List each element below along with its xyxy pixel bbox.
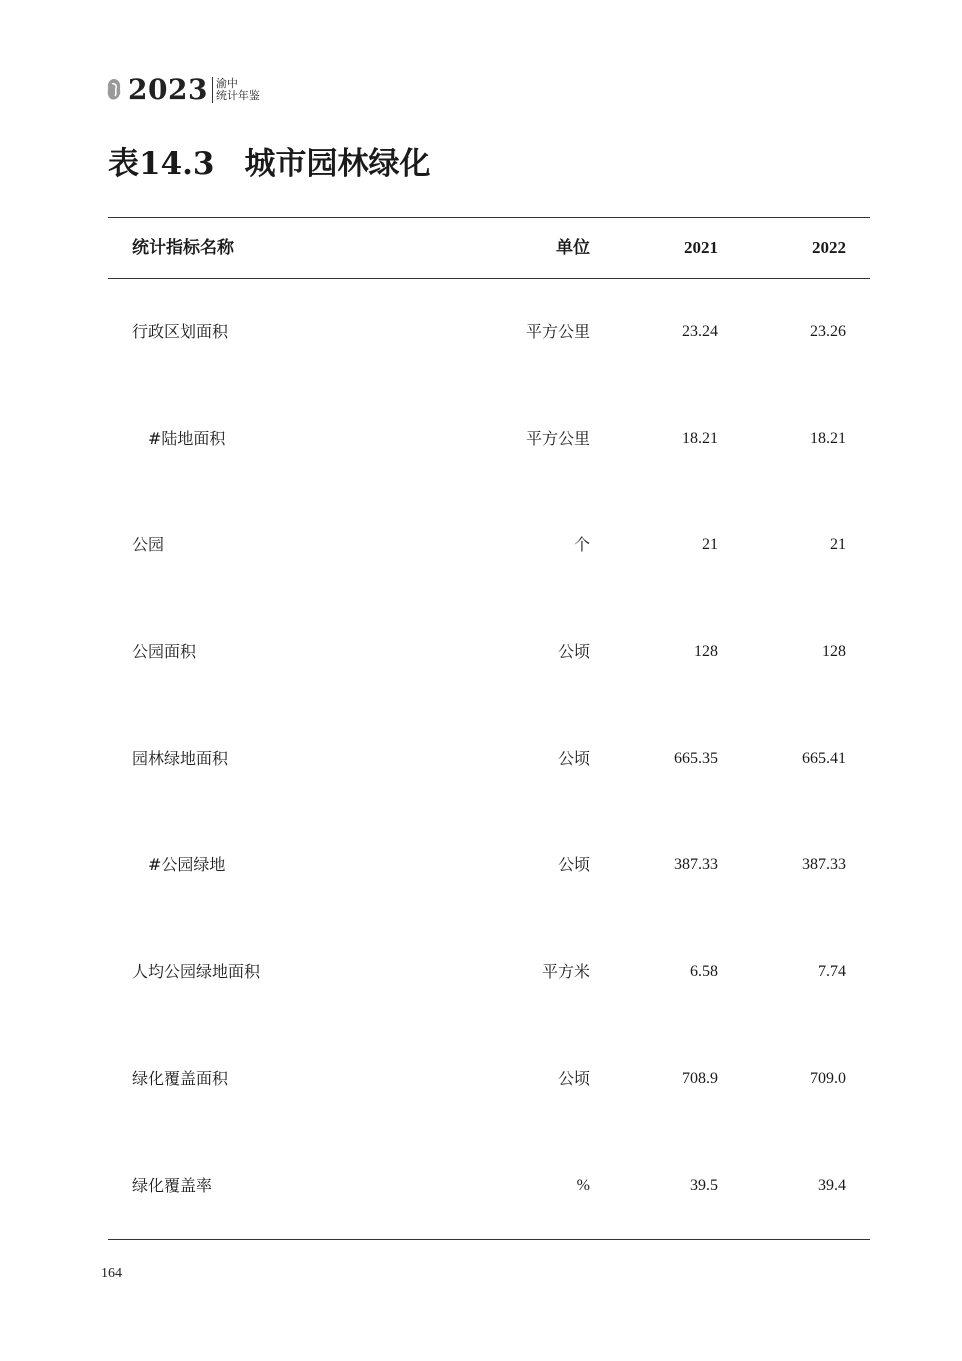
row-value-2021: 18.21 bbox=[682, 430, 718, 447]
row-value-2022: 18.21 bbox=[810, 430, 846, 447]
yearbook-name-line2: 统计年鉴 bbox=[215, 89, 260, 102]
row-indicator-name: 人均公园绿地面积 bbox=[132, 962, 261, 981]
row-indicator-name: 公园 bbox=[132, 535, 165, 554]
column-header-indicator: 统计指标名称 bbox=[132, 238, 234, 258]
row-unit: 平方米 bbox=[541, 962, 590, 981]
row-value-2021: 23.24 bbox=[682, 323, 718, 340]
row-indicator-name: 绿化覆盖面积 bbox=[132, 1069, 229, 1088]
row-value-2022: 7.74 bbox=[818, 963, 846, 980]
row-indicator-name: 绿化覆盖率 bbox=[132, 1176, 213, 1195]
yearbook-brand bbox=[106, 72, 260, 108]
column-header-2022: 2022 bbox=[812, 238, 846, 257]
row-unit: 公顷 bbox=[557, 749, 590, 768]
row-indicator-name: 行政区划面积 bbox=[132, 322, 229, 341]
table-title: 城市园林绿化 bbox=[244, 146, 431, 182]
table-row bbox=[108, 637, 870, 667]
page-number: 164 bbox=[101, 1266, 122, 1281]
table-row bbox=[108, 317, 870, 347]
row-unit: 公顷 bbox=[557, 642, 590, 661]
row-unit: 平方公里 bbox=[525, 322, 590, 341]
table-bottom-rule bbox=[108, 1239, 870, 1240]
table-row bbox=[108, 424, 870, 454]
table-row bbox=[108, 1171, 870, 1201]
table-row bbox=[108, 850, 870, 880]
table-row bbox=[108, 530, 870, 560]
row-unit: 公顷 bbox=[557, 855, 590, 874]
page-title bbox=[108, 138, 431, 183]
table-top-rule bbox=[108, 217, 870, 218]
column-header-2021: 2021 bbox=[684, 238, 718, 257]
yearbook-name-line1: 渝中 bbox=[215, 77, 238, 90]
yearbook-logo-icon bbox=[106, 78, 122, 102]
column-header-unit: 单位 bbox=[556, 238, 590, 258]
row-value-2021: 21 bbox=[702, 536, 718, 553]
row-value-2022: 39.4 bbox=[818, 1177, 846, 1194]
brand-divider bbox=[212, 77, 213, 103]
row-value-2022: 21 bbox=[830, 536, 846, 553]
row-value-2022: 709.0 bbox=[810, 1070, 846, 1087]
row-value-2021: 39.5 bbox=[690, 1177, 718, 1194]
row-value-2022: 387.33 bbox=[802, 856, 846, 873]
table-header-rule bbox=[108, 278, 870, 279]
row-indicator-name: #公园绿地 bbox=[148, 855, 226, 874]
row-value-2022: 23.26 bbox=[810, 323, 846, 340]
table-number: 表14.3 bbox=[108, 146, 215, 182]
row-value-2021: 6.58 bbox=[690, 963, 718, 980]
row-indicator-name: 公园面积 bbox=[132, 642, 197, 661]
row-indicator-name: #陆地面积 bbox=[148, 429, 226, 448]
table-row bbox=[108, 744, 870, 774]
yearbook-name bbox=[216, 78, 260, 102]
row-value-2021: 665.35 bbox=[674, 750, 718, 767]
row-unit: % bbox=[576, 1177, 590, 1194]
table-row bbox=[108, 1064, 870, 1094]
yearbook-year: 2023 bbox=[128, 73, 208, 106]
row-unit: 个 bbox=[573, 535, 590, 554]
row-value-2021: 128 bbox=[694, 643, 718, 660]
row-unit: 平方公里 bbox=[525, 429, 590, 448]
row-value-2022: 665.41 bbox=[802, 750, 846, 767]
row-value-2022: 128 bbox=[822, 643, 846, 660]
row-value-2021: 387.33 bbox=[674, 856, 718, 873]
row-value-2021: 708.9 bbox=[682, 1070, 718, 1087]
row-unit: 公顷 bbox=[557, 1069, 590, 1088]
table-row bbox=[108, 957, 870, 987]
table-header-row bbox=[108, 233, 870, 263]
row-indicator-name: 园林绿地面积 bbox=[132, 749, 229, 768]
